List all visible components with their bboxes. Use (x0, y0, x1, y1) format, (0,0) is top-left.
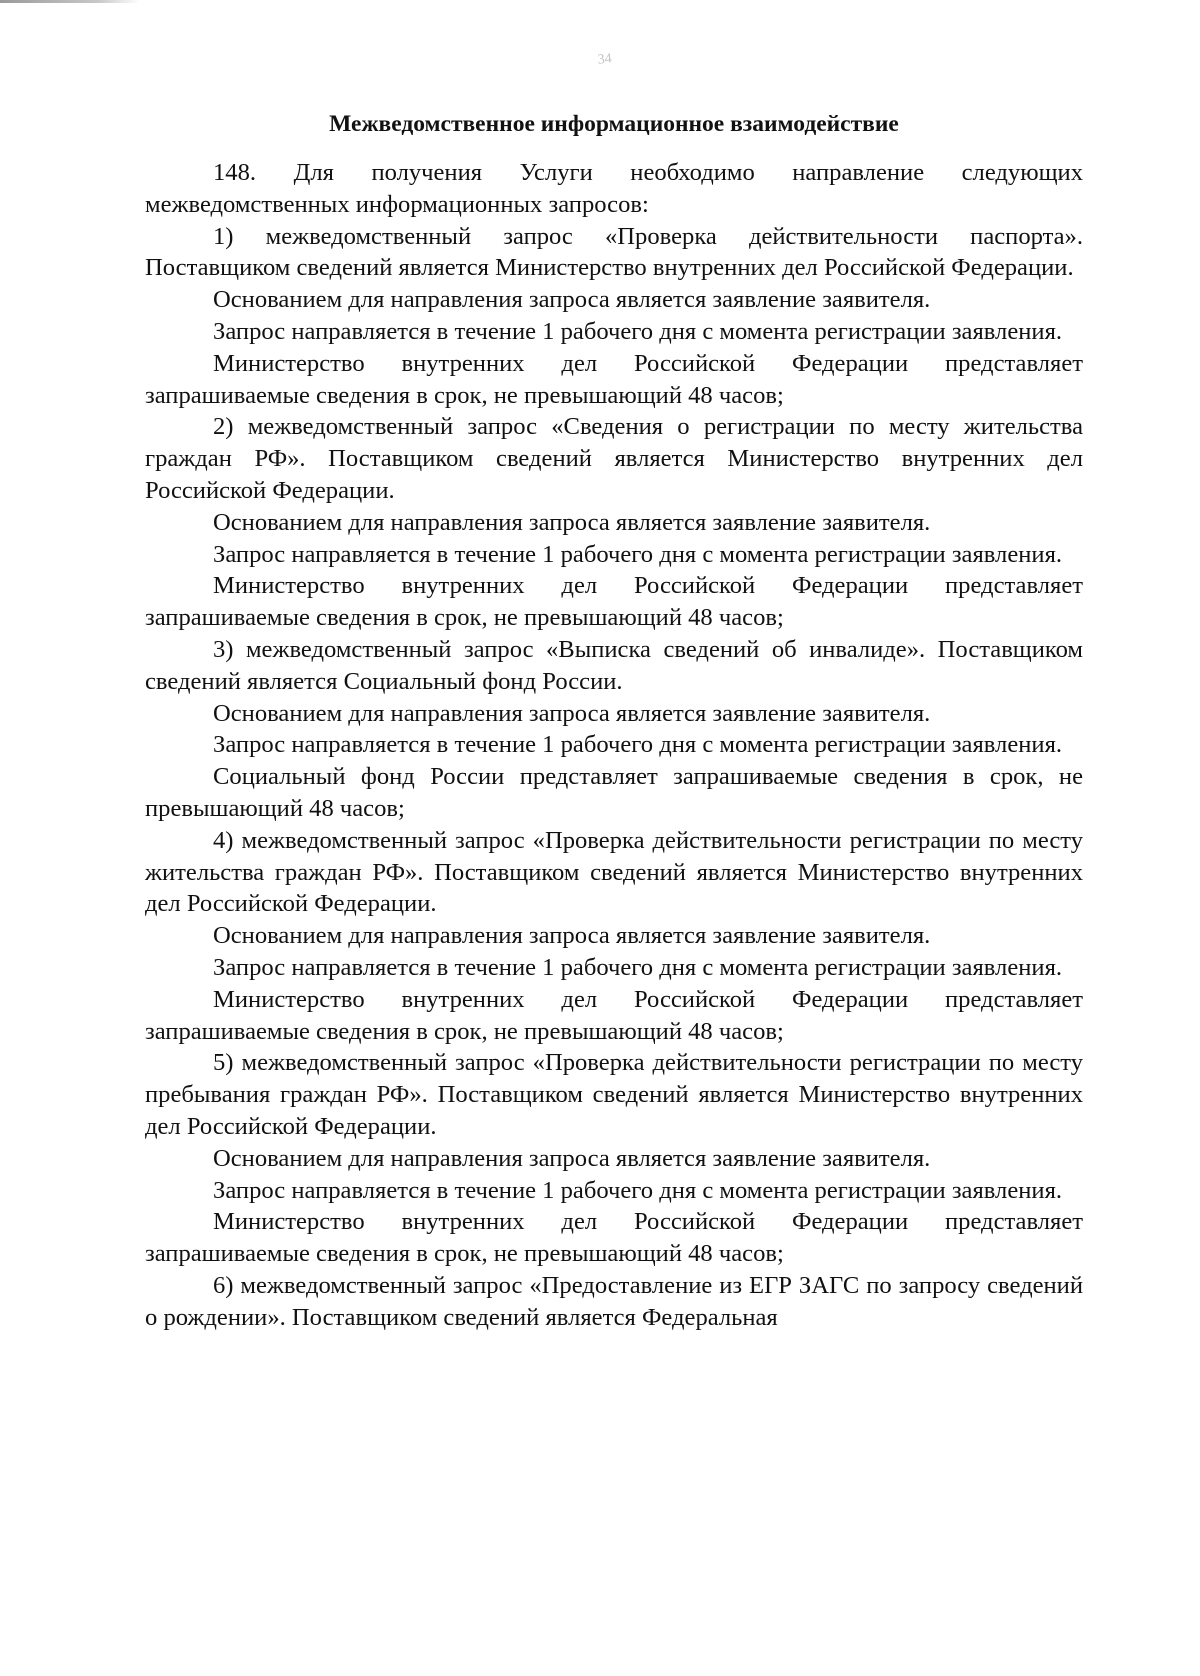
paragraph-deadline: Запрос направляется в течение 1 рабочего дня с момента регистрации заявления. (213, 953, 1063, 981)
paragraph-request-1: 1) межведомственный запрос «Проверка действительности паспорта». Поставщиком сведений является Министерство внутренних дел Российской Федерации. (145, 222, 1083, 282)
paragraph-basis: Основанием для направления запроса является заявление заявителя. (213, 699, 931, 727)
paragraph-request-2: 2) межведомственный запрос «Сведения о регистрации по месту жительства граждан РФ». Поставщиком сведений является Министерство внутренних дел Российской Федерации. (145, 413, 1083, 504)
paragraph-deadline: Запрос направляется в течение 1 рабочего дня с момента регистрации заявления. (213, 540, 1063, 568)
paragraph-request-3: 3) межведомственный запрос «Выписка сведений об инвалиде». Поставщиком сведений является Социальный фонд России. (145, 635, 1083, 695)
paragraph-request-5: 5) межведомственный запрос «Проверка действительности регистрации по месту пребывания граждан РФ». Поставщиком сведений является Министерство внутренних дел Российской Федерации. (145, 1049, 1083, 1140)
page-number: 34 (596, 51, 613, 68)
section-title: Межведомственное информационное взаимодействие (329, 111, 899, 137)
paragraph-basis: Основанием для направления запроса является заявление заявителя. (213, 922, 931, 950)
document-body (145, 157, 1083, 1333)
paragraph-intro: 148. Для получения Услуги необходимо направление следующих межведомственных информационных запросов: (145, 159, 1083, 218)
paragraph-basis: Основанием для направления запроса является заявление заявителя. (213, 286, 931, 314)
paragraph-response-term: Министерство внутренних дел Российской Федерации представляет запрашиваемые сведения в срок, не превышающий 48 часов; (145, 1208, 1083, 1268)
paragraph-response-term: Министерство внутренних дел Российской Федерации представляет запрашиваемые сведения в срок, не превышающий 48 часов; (145, 349, 1083, 409)
paragraph-response-term: Социальный фонд России представляет запрашиваемые сведения в срок, не превышающий 48 часов; (145, 763, 1083, 822)
paragraph-request-6: 6) межведомственный запрос «Предоставление из ЕГР ЗАГС по запросу сведений о рождении». Поставщиком сведений является Федеральная (145, 1271, 1083, 1331)
paragraph-deadline: Запрос направляется в течение 1 рабочего дня с момента регистрации заявления. (213, 1176, 1063, 1204)
paragraph-deadline: Запрос направляется в течение 1 рабочего дня с момента регистрации заявления. (213, 731, 1063, 759)
paragraph-deadline: Запрос направляется в течение 1 рабочего дня с момента регистрации заявления. (213, 317, 1063, 345)
paragraph-response-term: Министерство внутренних дел Российской Федерации представляет запрашиваемые сведения в срок, не превышающий 48 часов; (145, 572, 1083, 632)
paragraph-response-term: Министерство внутренних дел Российской Федерации представляет запрашиваемые сведения в срок, не превышающий 48 часов; (145, 985, 1083, 1045)
paragraph-basis: Основанием для направления запроса является заявление заявителя. (213, 508, 931, 536)
scan-edge-mark (0, 0, 140, 3)
paragraph-request-4: 4) межведомственный запрос «Проверка действительности регистрации по месту жительства граждан РФ». Поставщиком сведений является Министерство внутренних дел Российской Федерации. (145, 826, 1083, 918)
paragraph-basis: Основанием для направления запроса является заявление заявителя. (213, 1144, 931, 1172)
